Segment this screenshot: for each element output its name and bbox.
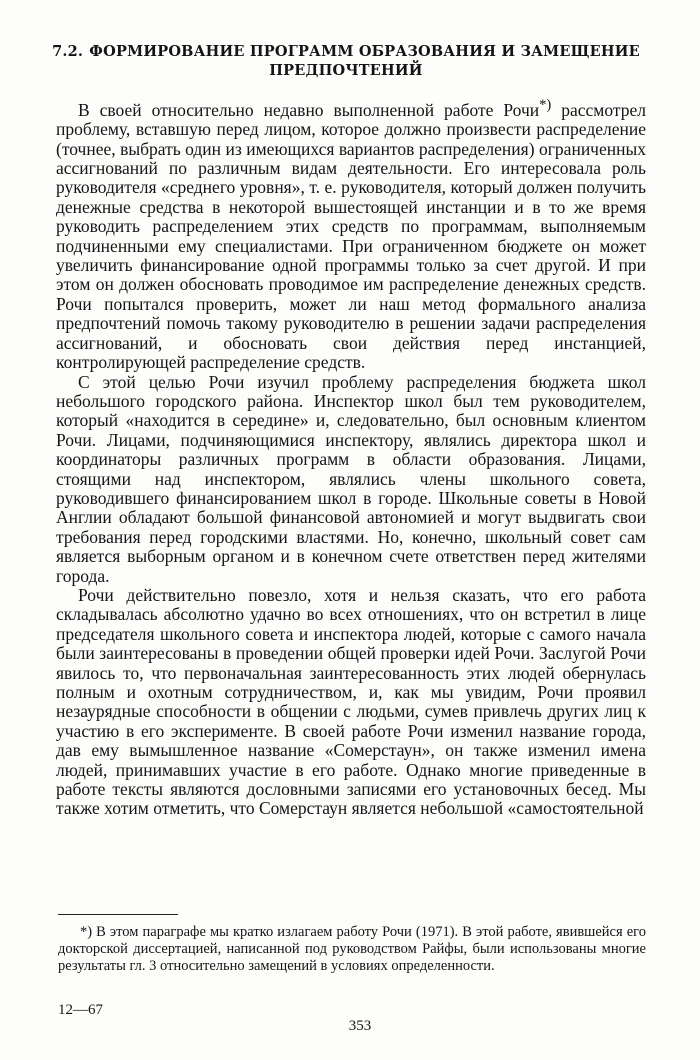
footnote xyxy=(58,924,646,975)
paragraph: С этой целью Рочи изучил проблему распределения бюджета школ небольшого городского района. Инспектор школ был тем руководителем, который «находится в середине» и, следовательно, был основным клиентом Рочи. Лицами, подчиняющимися инспектору, являлись директора школ и координаторы различных программ в области образования. Лицами, стоящими над инспектором, являлись члены школьного совета, руководившего финансированием школ в городе. Школьные советы в Новой Англии обладают большой финансовой автономией и могут выдвигать свои требования перед городскими властями. Но, конечно, школьный совет сам является выборным органом и в конечном счете ответствен перед жителями города. xyxy=(56,371,646,586)
section-title: ФОРМИРОВАНИЕ ПРОГРАММ ОБРАЗОВАНИЯ И ЗАМЕЩЕНИЕ ПРЕДПОЧТЕНИЙ xyxy=(89,43,640,79)
paragraph-text-rest: рассмотрел проблему, вставшую перед лицом, которое должно произвести распределение (точнее, выбрать один из имеющихся вариантов распределения) ограниченных ассигнований по различным видам деятельности. Его интересовала роль руководителя «среднего уровня», т. е. руководителя, который должен получить денежные средства в некоторой вышестоящей инстанции и в то же время руководить распределением этих средств по программам, выполняемым подчиненными ему специалистами. При ограниченном бюджете он может увеличить финансирование одной программы только за счет другой. И при этом он должен обосновать проводимое им распределение денежных средств. Рочи попытался проверить, может ли наш метод формального анализа предпочтений помочь такому руководителю в решении задачи распределения ассигнований, и обосновать свои действия перед инстанцией, контролирующей распределение средств. xyxy=(56,99,646,373)
page-number: 353 xyxy=(348,1018,372,1034)
paragraph xyxy=(56,96,646,373)
footnote-text: В этом параграфе мы кратко излагаем работу Рочи (1971). В этой работе, явившейся его докторской диссертацией, написанной под руководством Райфы, были использованы многие результаты гл. 3 относительно замещений в условиях определенности. xyxy=(58,924,646,974)
footnote-mark: *) xyxy=(80,924,93,940)
body-text xyxy=(56,96,646,819)
section-heading xyxy=(40,42,652,80)
section-number: 7.2. xyxy=(52,43,84,60)
footnote-reference: *) xyxy=(539,97,552,113)
footnote-paragraph xyxy=(58,924,646,975)
printer-signature: 12—67 xyxy=(58,1002,103,1018)
paragraph-text-start: В своей относительно недавно выполненной работе Рочи xyxy=(78,99,540,120)
footnote-divider xyxy=(58,914,178,915)
paragraph: Рочи действительно повезло, хотя и нельзя сказать, что его работа складывалась абсолютно удачно во всех отношениях, что он встретил в лице председателя школьного совета и инспектора людей, которые с самого начала были заинтересованы в проведении общей проверки идей Рочи. Заслугой Рочи явилось то, что первоначальная заинтересованность этих людей обернулась полным и охотным сотрудничеством, и, как мы увидим, Рочи проявил незаурядные способности в общении с людьми, сумев привлечь других лиц к участию в его эксперименте. В своей работе Рочи изменил название города, дав ему вымышленное название «Сомерстаун», он также изменил имена людей, принимавших участие в его работе. Однако многие приведенные в работе тексты являются дословными записями его установочных бесед. Мы также хотим отметить, что Сомерстаун является небольшой «самостоятельной xyxy=(56,584,646,819)
